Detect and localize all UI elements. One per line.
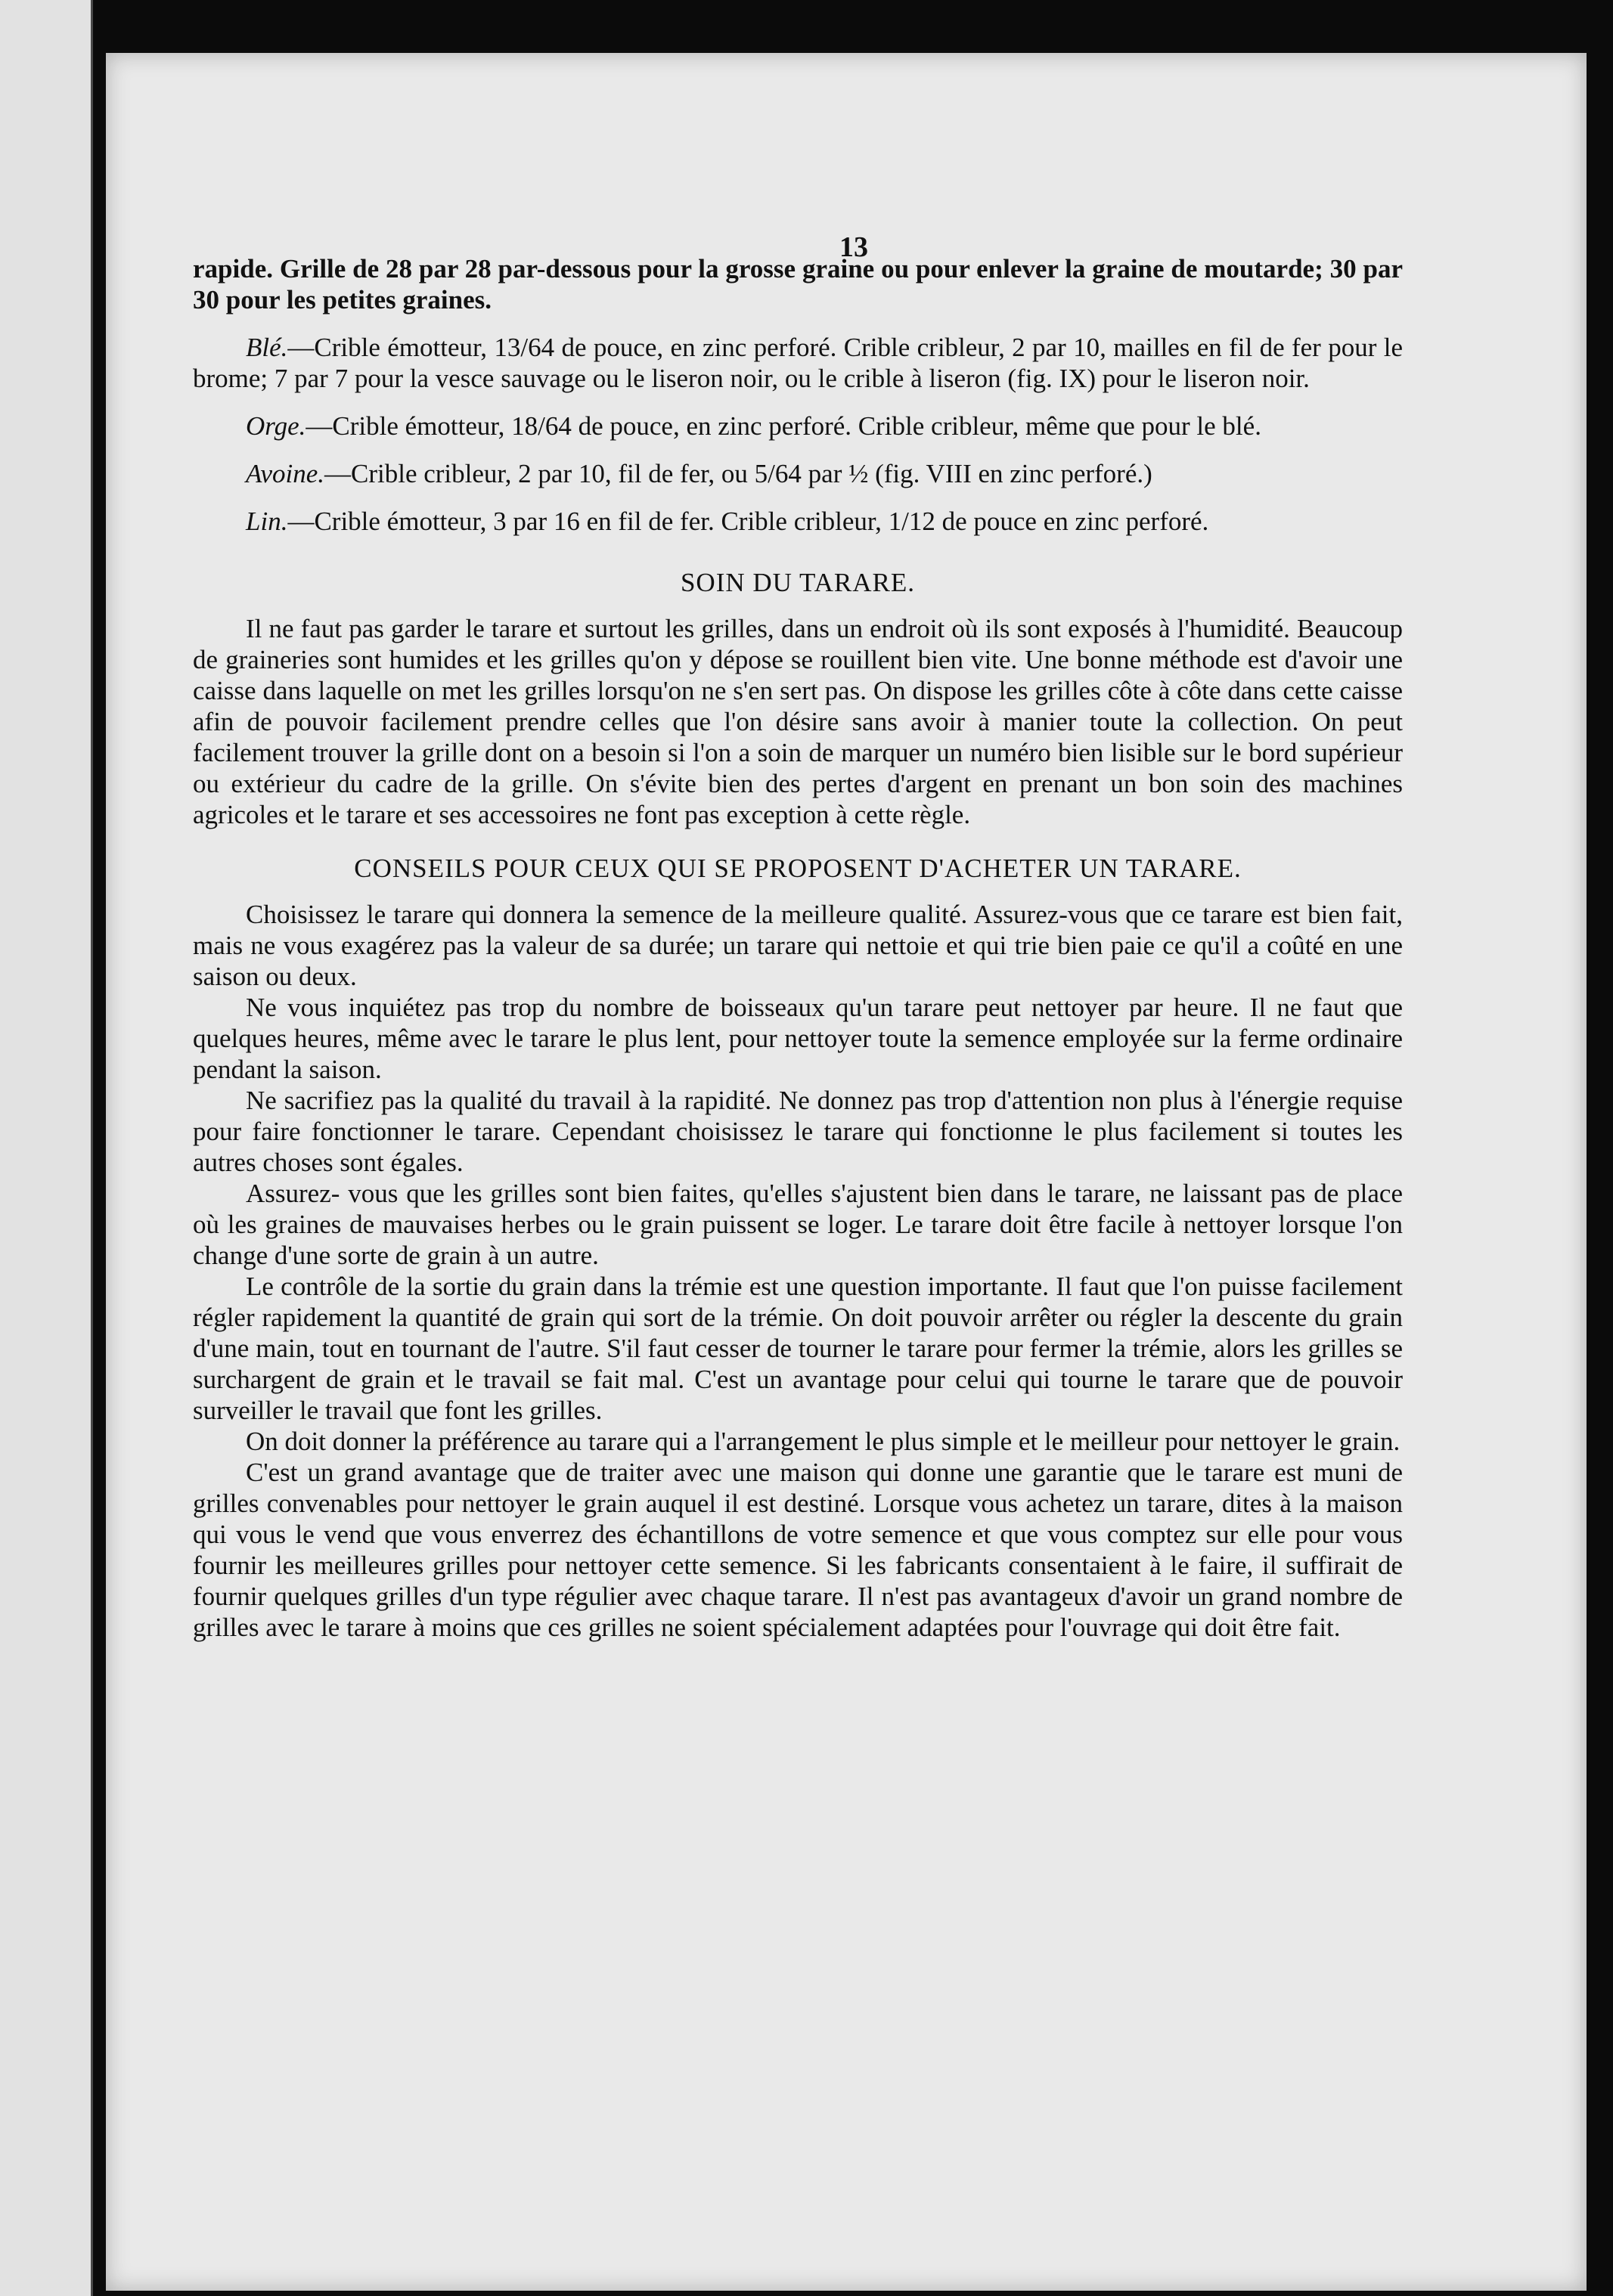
top-paragraph: rapide. Grille de 28 par 28 par-dessous pour la grosse graine ou pour enlever la graine de moutarde; 30 par 30 pour les petites graines. <box>193 254 1403 314</box>
page-number: 13 <box>839 231 868 263</box>
grain-name: Avoine. <box>246 459 324 488</box>
grain-text: —Crible émotteur, 18/64 de pouce, en zinc perforé. Crible cribleur, même que pour le blé. <box>306 411 1261 441</box>
section2-paragraph: Ne vous inquiétez pas trop du nombre de boisseaux qu'un tarare peut nettoyer par heure. Il ne faut que quelques heures, même avec le tarare le plus lent, pour nettoyer toute la semence employée sur la ferme ordinaire pendant la saison. <box>193 993 1403 1084</box>
section-heading-conseils: CONSEILS POUR CEUX QUI SE PROPOSENT D'ACHETER UN TARARE. <box>354 854 1242 883</box>
section2-paragraph: Ne sacrifiez pas la qualité du travail à la rapidité. Ne donnez pas trop d'attention non plus à l'énergie requise pour faire fonctionner le tarare. Cependant choisissez le tarare qui fonctionne le plus facilement si toutes les autres choses sont égales. <box>193 1086 1403 1177</box>
section-heading-soin: SOIN DU TARARE. <box>680 568 916 597</box>
grain-entry-lin <box>193 506 1403 537</box>
adjacent-page-edge <box>0 0 93 2296</box>
grain-text: —Crible émotteur, 13/64 de pouce, en zinc perforé. Crible cribleur, 2 par 10, mailles en fil de fer pour le brome; 7 par 7 pour la vesce sauvage ou le liseron noir, ou le crible à liseron (fig. IX) pour le liseron noir. <box>193 333 1403 393</box>
grain-text: —Crible émotteur, 3 par 16 en fil de fer. Crible cribleur, 1/12 de pouce en zinc perforé. <box>287 507 1209 536</box>
grain-entry-avoine <box>193 458 1403 489</box>
section1-paragraph: Il ne faut pas garder le tarare et surtout les grilles, dans un endroit où ils sont exposés à l'humidité. Beaucoup de graineries sont humides et les grilles qu'on y dépose se rouillent bien vite. Une bonne méthode est d'avoir une caisse dans laquelle on met les grilles lorsqu'on ne s'en sert pas. On dispose les grilles côte à côte dans cette caisse afin de pouvoir facilement prendre celles que l'on désire sans avoir à manier toute la collection. On peut facilement trouver la grille dont on a besoin si l'on a soin de marquer un numéro bien lisible sur le bord supérieur ou extérieur du cadre de la grille. On s'évite bien des pertes d'argent en prenant un bon soin des machines agricoles et le tarare et ses accessoires ne font pas exception à cette règle. <box>193 614 1403 829</box>
section2-paragraph: C'est un grand avantage que de traiter avec une maison qui donne une garantie que le tarare est muni de grilles convenables pour nettoyer le grain auquel il est destiné. Lorsque vous achetez un tarare, dites à la maison qui vous le vend que vous enverrez des échantillons de votre semence et que vous comptez sur elle pour vous fournir les meilleures grilles pour nettoyer cette semence. Si les fabricants consentaient à le faire, il suffirait de fournir quelques grilles d'un type régulier avec chaque tarare. Il n'est pas avantageux d'avoir un grand nombre de grilles avec le tarare à moins que ces grilles ne soient spécialement adaptées pour l'ouvrage qui doit être fait. <box>193 1458 1403 1642</box>
grain-name: Blé. <box>246 333 288 362</box>
grain-entry-orge <box>193 411 1403 442</box>
grain-name: Orge. <box>246 411 306 441</box>
page-body <box>193 181 1403 1643</box>
section2-paragraph: Assurez- vous que les grilles sont bien faites, qu'elles s'ajustent bien dans le tarare, ne laissant pas de place où les graines de mauvaises herbes ou le grain puissent se loger. Le tarare doit être facile à nettoyer lorsque l'on change d'une sorte de grain à un autre. <box>193 1179 1403 1270</box>
grain-text: —Crible cribleur, 2 par 10, fil de fer, ou 5/64 par ½ (fig. VIII en zinc perforé.) <box>324 459 1152 488</box>
section2-paragraph: On doit donner la préférence au tarare qui a l'arrangement le plus simple et le meilleur pour nettoyer le grain. <box>246 1427 1401 1456</box>
section2-paragraph: Choisissez le tarare qui donnera la semence de la meilleure qualité. Assurez-vous que ce tarare est bien fait, mais ne vous exagérez pas la valeur de sa durée; un tarare qui nettoie et qui trie bien paie ce qu'il a coûté en une saison ou deux. <box>193 900 1403 991</box>
section2-paragraph: Le contrôle de la sortie du grain dans la trémie est une question importante. Il faut que l'on puisse facilement régler rapidement la quantité de grain qui sort de la trémie. On doit pouvoir arrêter ou régler la descente du grain d'une main, tout en tournant de l'autre. S'il faut cesser de tourner le tarare pour fermer la trémie, alors les grilles se surchargent de grain et le travail se fait mal. C'est un avantage pour celui qui tourne le tarare que de pouvoir surveiller le travail que font les grilles. <box>193 1272 1403 1425</box>
grain-entry-ble <box>193 332 1403 394</box>
grain-name: Lin. <box>246 507 288 536</box>
